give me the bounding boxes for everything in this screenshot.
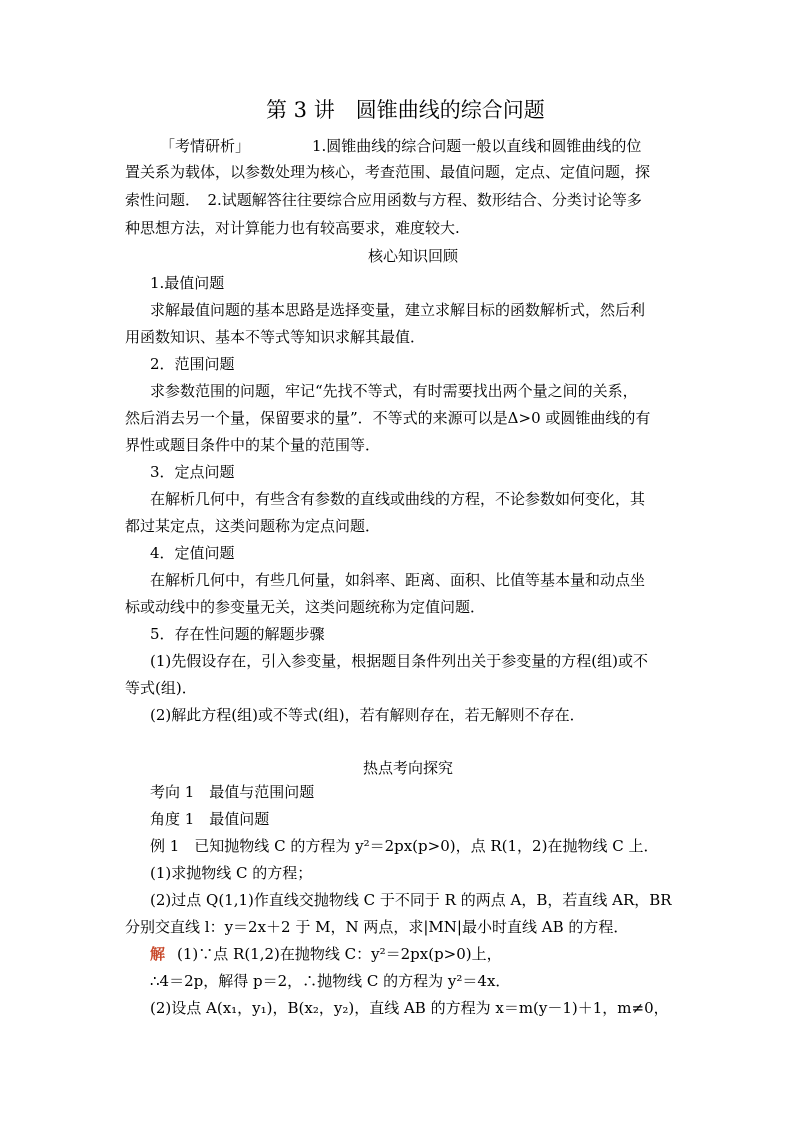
item-line: 用函数知识、基本不等式等知识求解其最值． xyxy=(125,328,426,346)
item-line: 都过某定点，这类问题称为定点问题． xyxy=(125,517,381,535)
item-title: 5．存在性问题的解题步骤 xyxy=(150,625,325,643)
intro-line: 索性问题． 2.试题解答往往要综合应用函数与方程、数形结合、分类讨论等多 xyxy=(125,191,642,209)
question-part-1: (1)求抛物线 C 的方程； xyxy=(150,864,313,882)
angle-title: 角度 1 最值问题 xyxy=(150,810,270,828)
example-statement: 例 1 已知抛物线 C 的方程为 y²＝2px(p>0)，点 R(1，2)在抛物线 C 上． xyxy=(150,837,659,855)
item-title: 3．定点问题 xyxy=(150,463,235,481)
solution-line: ∴4＝2p，解得 p＝2，∴抛物线 C 的方程为 y²＝4x． xyxy=(150,972,511,990)
solution-line: (2)设点 A(x₁，y₁)，B(x₂，y₂)，直线 AB 的方程为 x＝m(y－1)＋1，m≠0， xyxy=(150,999,669,1017)
intro-line: 种思想方法，对计算能力也有较高要求，难度较大. xyxy=(125,219,460,237)
item-line: 在解析几何中，有些几何量，如斜率、距离、面积、比值等基本量和动点坐 xyxy=(150,571,646,589)
solution-line xyxy=(150,944,502,964)
item-line: 标或动线中的参变量无关，这类问题统称为定值问题． xyxy=(125,598,486,616)
item-line: 然后消去另一个量，保留要求的量”．不等式的来源可以是Δ>0 或圆锥曲线的有 xyxy=(125,409,651,427)
item-title: 2．范围问题 xyxy=(150,355,235,373)
item-line: (1)先假设存在，引入参变量，根据题目条件列出关于参变量的方程(组)或不 xyxy=(150,652,648,670)
item-line: 界性或题目条件中的某个量的范围等． xyxy=(125,436,381,454)
item-line: 等式(组)． xyxy=(125,679,197,697)
question-part-2: (2)过点 Q(1,1)作直线交抛物线 C 于不同于 R 的两点 A，B，若直线 AR，BR xyxy=(150,891,672,909)
section-heading: 热点考向探究 xyxy=(363,759,454,777)
item-line: (2)解此方程(组)或不等式(组)，若有解则存在，若无解则不存在． xyxy=(150,706,585,724)
item-line: 在解析几何中，有些含有参数的直线或曲线的方程，不论参数如何变化，其 xyxy=(150,490,646,508)
intro-label: 「考情研析」 xyxy=(160,137,251,155)
item-line: 求参数范围的问题，牢记“先找不等式，有时需要找出两个量之间的关系， xyxy=(150,382,638,400)
item-line: 求解最值问题的基本思路是选择变量，建立求解目标的函数解析式，然后利 xyxy=(150,301,646,319)
intro-line: 置关系为载体，以参数处理为核心，考查范围、最值问题，定点、定值问题，探 xyxy=(125,163,651,181)
item-title: 1.最值问题 xyxy=(150,274,225,292)
intro-line: 1.圆锥曲线的综合问题一般以直线和圆锥曲线的位 xyxy=(312,137,642,155)
direction-title: 考向 1 最值与范围问题 xyxy=(150,783,315,801)
page-title: 第 3 讲 圆锥曲线的综合问题 xyxy=(266,98,545,122)
section-heading: 核心知识回顾 xyxy=(368,247,459,265)
item-title: 4．定值问题 xyxy=(150,544,235,562)
solution-text: (1)∵点 R(1,2)在抛物线 C：y²＝2px(p>0)上， xyxy=(177,945,502,963)
question-part-2-cont: 分别交直线 l：y＝2x＋2 于 M，N 两点，求|MN|最小时直线 AB 的方程． xyxy=(125,918,629,936)
solution-label: 解 xyxy=(150,945,166,963)
